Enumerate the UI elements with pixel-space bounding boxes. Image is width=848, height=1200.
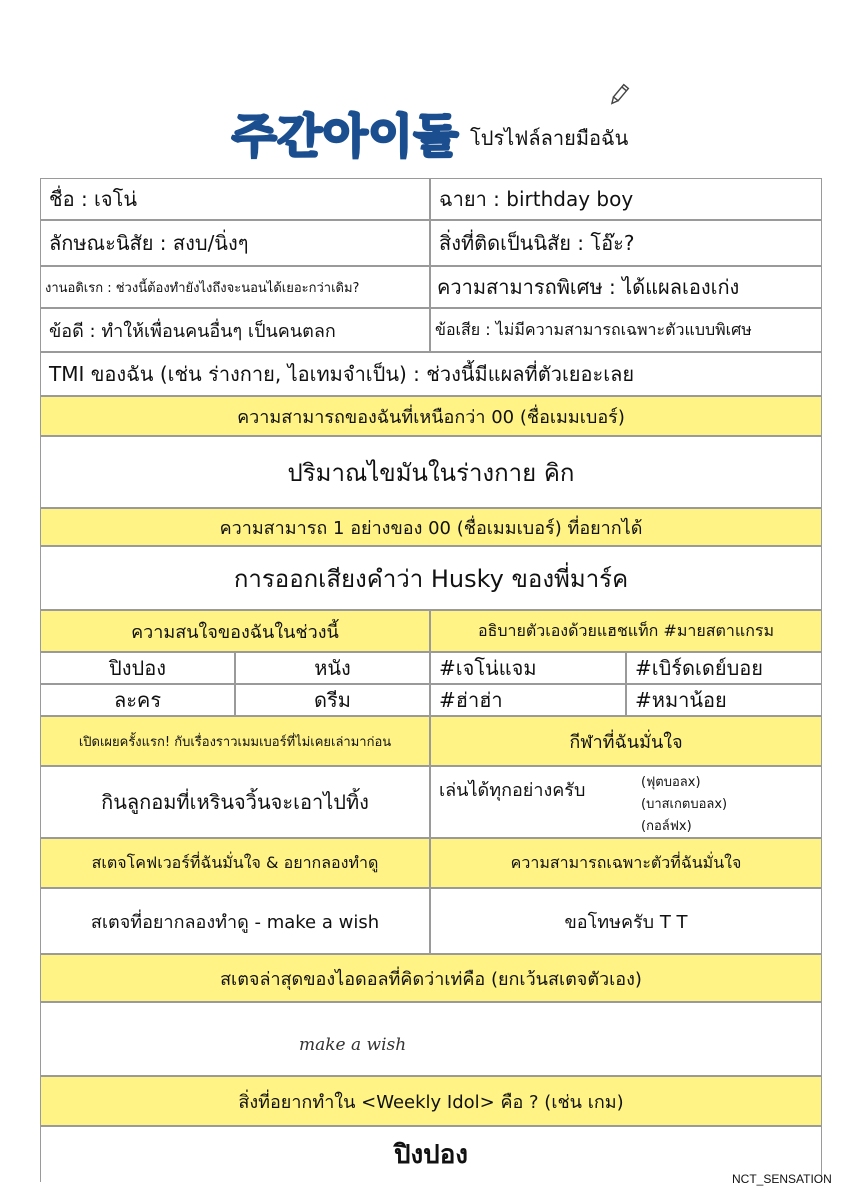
hashtag-item: #เจโน่แจม xyxy=(430,652,626,684)
sports-heading: กีฬาที่ฉันมั่นใจ xyxy=(430,716,822,766)
cover-stage-heading: สเตจโคฟเวอร์ที่ฉันมั่นใจ & อยากลองทำดู xyxy=(40,838,430,888)
name-field: ชื่อ : เจโน่ xyxy=(40,178,430,220)
want-ability-heading: ความสามารถ 1 อย่างของ 00 (ชื่อเมมเบอร์) ที่อยากได้ xyxy=(40,508,822,546)
better-than-answer: ปริมาณไขมันในร่างกาย คิก xyxy=(40,436,822,508)
better-than-heading: ความสามารถของฉันที่เหนือกว่า 00 (ชื่อเมมเบอร์) xyxy=(40,396,822,436)
interest-item: ละคร xyxy=(40,684,235,716)
hashtags-heading: อธิบายตัวเองด้วยแฮชแท็ก #มายสตาแกรม xyxy=(430,610,822,652)
want-ability-answer: การออกเสียงคำว่า Husky ของพี่มาร์ค xyxy=(40,546,822,610)
personality-field: ลักษณะนิสัย : สงบ/นิ่งๆ xyxy=(40,220,430,266)
logo-part2: 아이돌 xyxy=(322,109,460,163)
sports-note: (บาสเกตบอลx) xyxy=(641,797,728,812)
sports-note: (กอล์ฟx) xyxy=(641,819,692,834)
weekly-idol-logo xyxy=(232,96,462,168)
interest-item: หนัง xyxy=(235,652,430,684)
hashtag-item: #หมาน้อย xyxy=(626,684,822,716)
tmi-field: TMI ของฉัน (เช่น ร่างกาย, ไอเทมจำเป็น) : ช่วงนี้มีแผลที่ตัวเยอะเลย xyxy=(40,352,822,396)
reveal-heading: เปิดเผยครั้งแรก! กับเรื่องราวเมมเบอร์ที่ไม่เคยเล่ามาก่อน xyxy=(40,716,430,766)
latest-stage-answer: make a wish xyxy=(299,1035,407,1055)
interests-heading: ความสนใจของฉันในช่วงนี้ xyxy=(40,610,430,652)
reveal-answer: กินลูกอมที่เหรินจวิ้นจะเอาไปทิ้ง xyxy=(40,766,430,838)
latest-stage-heading: สเตจล่าสุดของไอดอลที่คิดว่าเท่คือ (ยกเว้นสเตจตัวเอง) xyxy=(40,954,822,1002)
nickname-field: ฉายา : birthday boy xyxy=(430,178,822,220)
unique-ability-answer: ขอโทษครับ T T xyxy=(430,888,822,954)
unique-ability-heading: ความสามารถเฉพาะตัวที่ฉันมั่นใจ xyxy=(430,838,822,888)
pencil-icon xyxy=(606,82,632,108)
habit-field: สิ่งที่ติดเป็นนิสัย : โอ๊ะ? xyxy=(430,220,822,266)
sports-answer-cell xyxy=(430,766,822,838)
form-subtitle: โปรไฟล์ลายมือฉัน xyxy=(470,126,629,150)
interest-item: ดรีม xyxy=(235,684,430,716)
sports-note: (ฟุตบอลx) xyxy=(641,775,701,790)
weakness-field: ข้อเสีย : ไม่มีความสามารถเฉพาะตัวแบบพิเศษ xyxy=(430,308,822,352)
hashtag-item: #เบิร์ดเดย์บอย xyxy=(626,652,822,684)
hashtag-item: #ฮ่าฮ่า xyxy=(430,684,626,716)
weekly-idol-heading: สิ่งที่อยากทำใน <Weekly Idol> คือ ? (เช่น เกม) xyxy=(40,1076,822,1126)
special-ability-field: ความสามารถพิเศษ : ได้แผลเองเก่ง xyxy=(430,266,822,308)
credit-watermark: NCT_SENSATION xyxy=(732,1172,832,1186)
sports-answer: เล่นได้ทุกอย่างครับ xyxy=(439,780,586,801)
strength-field: ข้อดี : ทำให้เพื่อนคนอื่นๆ เป็นคนตลก xyxy=(40,308,430,352)
logo-part1: 주간 xyxy=(232,109,323,163)
interest-item: ปิงปอง xyxy=(40,652,235,684)
latest-stage-answer-cell xyxy=(40,1002,822,1076)
dorm-task-field: งานอดิเรก : ช่วงนี้ต้องทำยังไงถึงจะนอนได้เยอะกว่าเดิม? xyxy=(40,266,430,308)
weekly-idol-answer: ปิงปอง xyxy=(40,1126,822,1182)
cover-stage-answer: สเตจที่อยากลองทำดู - make a wish xyxy=(40,888,430,954)
